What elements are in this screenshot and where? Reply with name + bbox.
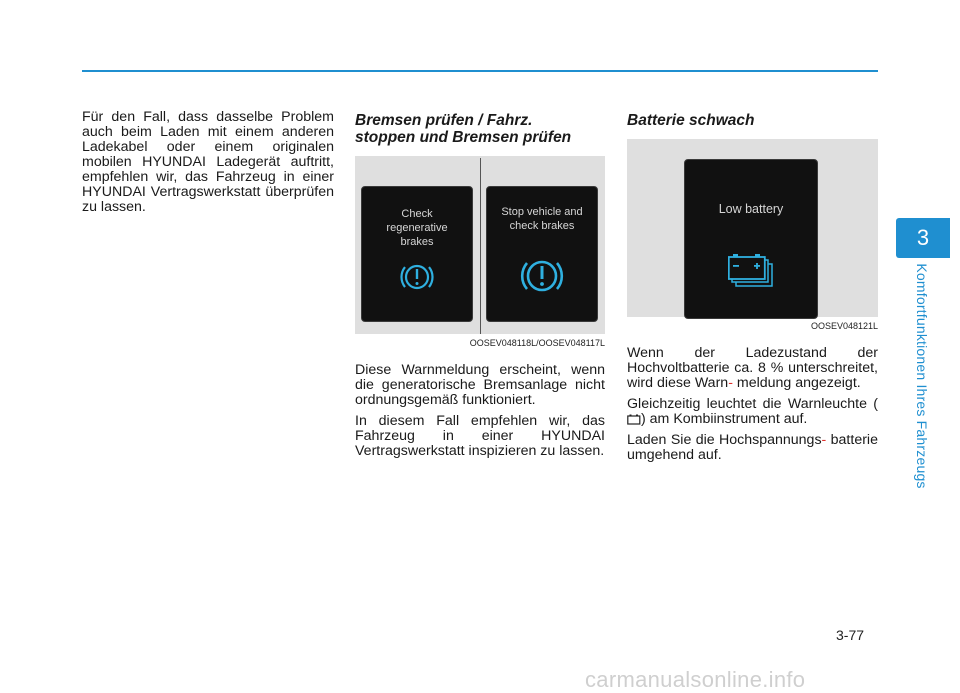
display-stop-vehicle xyxy=(486,186,598,322)
figure-code: OOSEV048118L/OOSEV048117L xyxy=(469,338,605,348)
display-check-regenerative-brakes xyxy=(361,186,473,322)
panel-text: Stop vehicle and check brakes xyxy=(501,206,583,232)
paragraph: Gleichzeitig leuchtet die Warnleuchte () am Kombiinstrument auf. xyxy=(627,396,878,427)
column-1 xyxy=(82,110,334,221)
chapter-title: Komfortfunktionen Ihres Fahrzeugs xyxy=(914,263,930,489)
brake-warning-icon xyxy=(517,253,567,299)
section-heading-brakes xyxy=(355,112,605,146)
paragraph: Wenn der Ladezustand der Hochvoltbatterie ca. 8 % unterschreitet, wird diese Warn- meldung angezeigt. xyxy=(627,345,878,391)
page-number: 3-77 xyxy=(836,627,865,643)
figure-code: OOSEV048121L xyxy=(810,321,878,331)
low-battery-figure xyxy=(627,139,878,317)
figure-divider xyxy=(480,158,481,334)
chapter-tab: 3 xyxy=(896,218,950,258)
paragraph: In diesem Fall empfehlen wir, das Fahrzeug in einer HYUNDAI Vertragswerkstatt inspizieren zu lassen. xyxy=(355,413,605,459)
panel-text: Check regenerative brakes xyxy=(386,208,448,248)
heading-line-2: stoppen und Bremsen prüfen xyxy=(355,129,572,146)
brake-warning-icon xyxy=(397,259,437,295)
battery-icon xyxy=(627,414,641,425)
panel-text: Low battery xyxy=(718,202,784,216)
display-low-battery xyxy=(684,159,818,319)
paragraph: Laden Sie die Hochspannungs- batterie umgehend auf. xyxy=(627,432,878,463)
battery-icon xyxy=(728,254,776,288)
header-rule xyxy=(82,70,878,72)
paragraph: Diese Warnmeldung erscheint, wenn die generatorische Bremsanlage nicht ordnungsgemäß funktioniert. xyxy=(355,362,605,408)
column-2 xyxy=(355,112,605,465)
heading-line-1: Bremsen prüfen / Fahrz. xyxy=(355,112,533,129)
section-heading-battery: Batterie schwach xyxy=(627,112,755,129)
brake-warning-figure xyxy=(355,156,605,334)
watermark: carmanualsonline.info xyxy=(585,667,806,692)
column-3 xyxy=(627,112,878,469)
paragraph: Für den Fall, dass dasselbe Problem auch beim Laden mit einem anderen Ladekabel oder einem originalen mobilen HYUNDAI Ladegerät auftritt, empfehlen wir, das Fahrzeug in einer HYUNDAI Vertragswerkstatt überprüfen zu lassen. xyxy=(82,109,334,215)
